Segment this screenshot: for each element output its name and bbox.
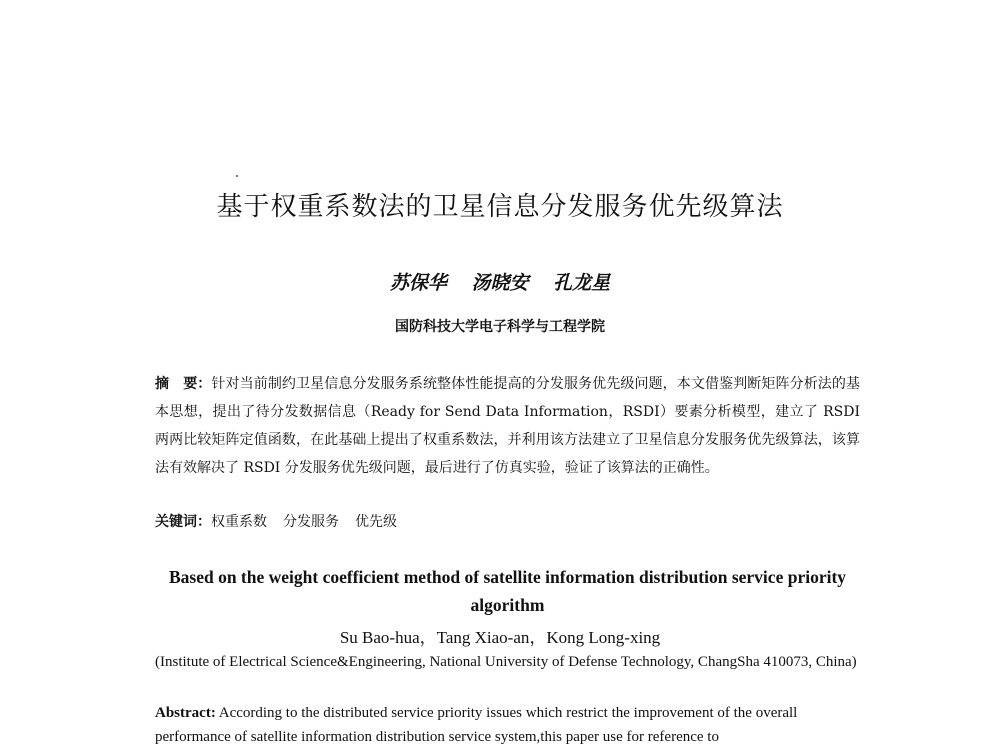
authors-cn: 苏保华 汤晓安 孔龙星 — [389, 272, 611, 294]
abstract-cn-text: 针对当前制约卫星信息分发服务系统整体性能提高的分发服务优先级问题，本文借鉴判断矩阵分析法的基本思想，提出了待分发数据信息（Ready for Send Data Information，RSDI）要素分析模型，建立了 RSDI 两两比较矩阵定值函数，在此基础上提出了权重系数法，并利用该方法建立了卫星信息分发服务优先级算法，该算法有效解决了 RSDI 分发服务优先级问题，最后进行了仿真实验，验证了该算法的正确性。 — [155, 376, 861, 476]
keyword-item: 优先级 — [355, 514, 397, 530]
authors-en: Su Bao-hua，Tang Xiao-an，Kong Long-xing — [339, 628, 661, 647]
keywords-cn-label: 关键词： — [155, 514, 211, 530]
keywords-cn — [155, 509, 860, 535]
abstract-en-text: According to the distributed service priority issues which restrict the improvement of the overall performance of satellite information distribution service system,this paper use for reference to — [155, 705, 798, 745]
scan-speck — [236, 175, 238, 177]
abstract-cn-label: 摘 要： — [155, 376, 212, 392]
abstract-cn — [155, 370, 860, 482]
affiliation-en: (Institute of Electrical Science&Engineering, National University of Defense Technology, ChangSha 410073, China) — [155, 654, 857, 670]
abstract-en — [155, 701, 860, 749]
paper-title-cn: 基于权重系数法的卫星信息分发服务优先级算法 — [216, 192, 784, 222]
keyword-item: 权重系数 — [211, 514, 267, 530]
keyword-item: 分发服务 — [283, 514, 339, 530]
affiliation-cn: 国防科技大学电子科学与工程学院 — [395, 319, 605, 335]
paper-title-en: Based on the weight coefficient method of satellite information distribution service priority algorithm — [168, 567, 847, 615]
abstract-en-label: Abstract: — [155, 705, 216, 721]
